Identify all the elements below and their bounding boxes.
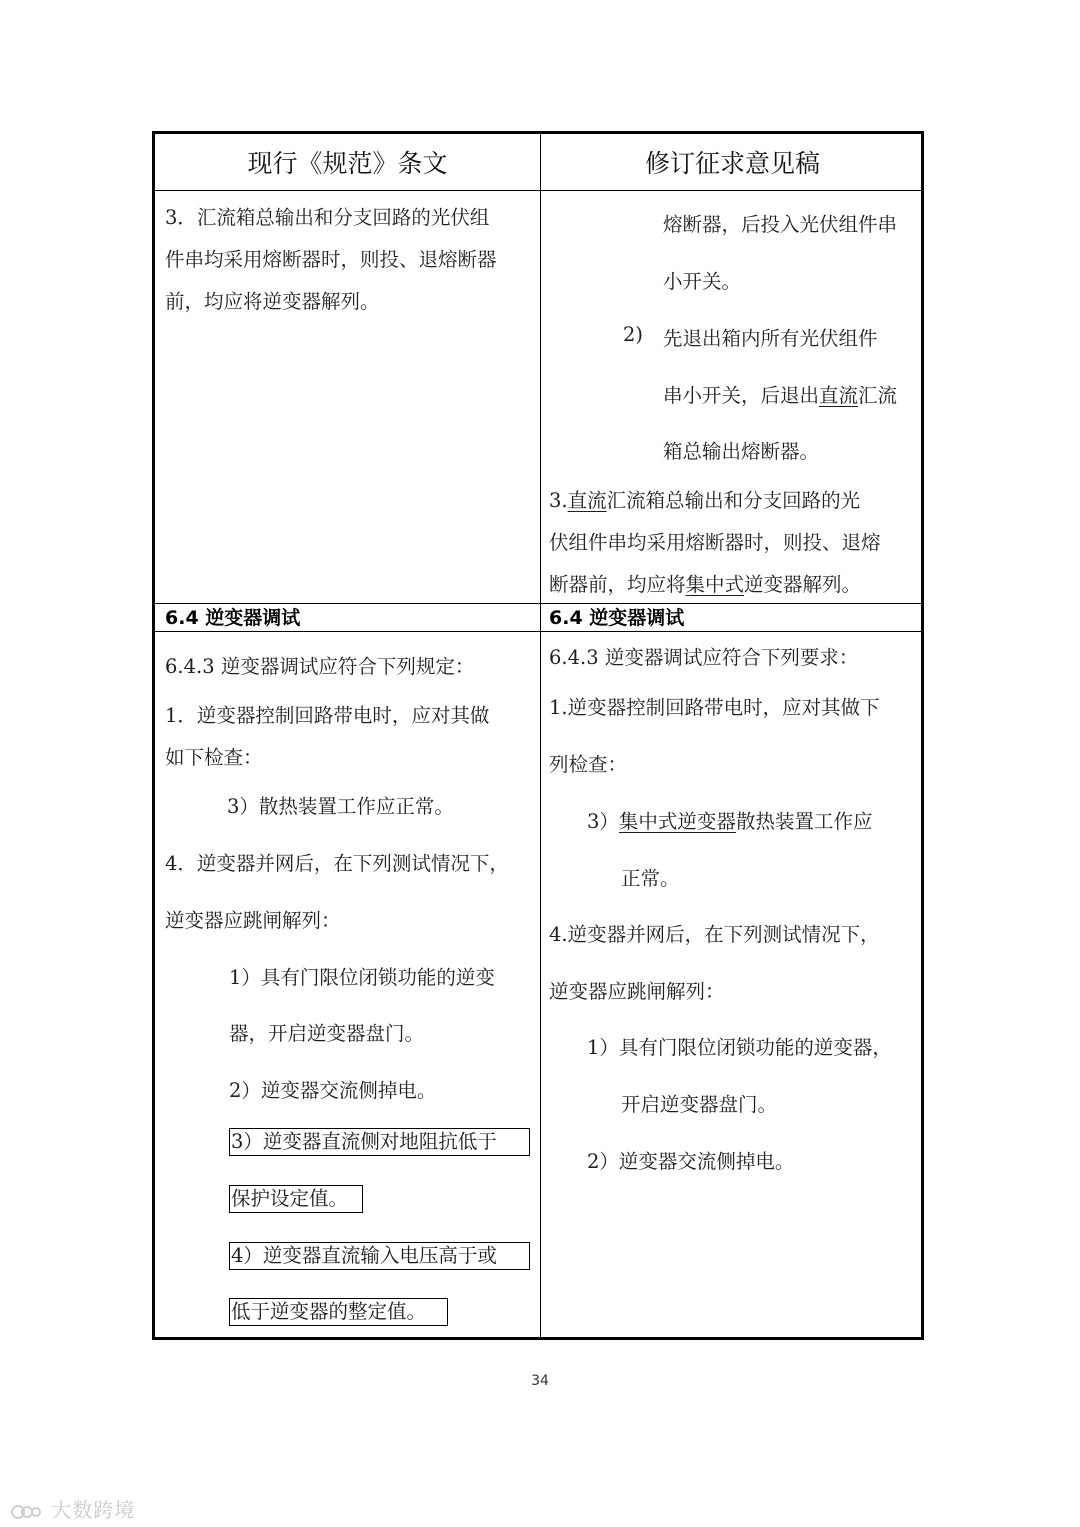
s2-left-clause: 6.4.3 逆变器调试应符合下列规定： xyxy=(165,655,475,678)
column-divider xyxy=(540,134,541,1337)
s2-right-item1-line1: 1）具有门限位闭锁功能的逆变器， xyxy=(587,1036,892,1059)
s1-left-line1: 3．汇流箱总输出和分支回路的光伏组 xyxy=(165,206,490,229)
s1-right-p3-line3: 断器前，均应将集中式逆变器解列。 xyxy=(549,573,862,596)
section-title-left: 6.4 逆变器调试 xyxy=(165,607,301,629)
comparison-table xyxy=(152,131,924,1340)
s2-left-item4-line1: 4）逆变器直流输入电压高于或 xyxy=(229,1242,530,1270)
s2-right-clause: 6.4.3 逆变器调试应符合下列要求： xyxy=(549,646,859,669)
s2-left-item4-line2: 低于逆变器的整定值。 xyxy=(229,1298,448,1326)
s1-right-item2-num: 2) xyxy=(623,323,644,346)
s2-left-p4-line1: 4．逆变器并网后，在下列测试情况下， xyxy=(165,852,509,875)
watermark-text: 大数跨境 xyxy=(51,1498,136,1522)
s2-left-p4-line2: 逆变器应跳闸解列： xyxy=(165,909,341,932)
page-number: 34 xyxy=(531,1373,549,1389)
s2-left-item3-line1: 3）逆变器直流侧对地阻抗低于 xyxy=(229,1128,530,1156)
watermark xyxy=(10,1494,135,1523)
s2-left-p1-line1: 1．逆变器控制回路带电时，应对其做 xyxy=(165,704,490,727)
s2-left-item3-line2: 保护设定值。 xyxy=(229,1185,363,1213)
s1-right-line1: 熔断器，后投入光伏组件串 xyxy=(663,213,898,236)
s2-right-p4-line2: 逆变器应跳闸解列： xyxy=(549,980,725,1003)
s2-right-p1-line1: 1.逆变器控制回路带电时，应对其做下 xyxy=(549,696,880,719)
underline-centralized-inverter: 集中式逆变器 xyxy=(618,810,736,833)
s1-right-item2-line2: 串小开关，后退出直流汇流 xyxy=(663,384,898,407)
underline-dc: 直流 xyxy=(819,384,859,407)
underline-dc: 直流 xyxy=(567,489,607,512)
s1-right-p3-line1: 3.直流汇流箱总输出和分支回路的光 xyxy=(549,489,861,512)
header-current-code: 现行《规范》条文 xyxy=(247,149,448,178)
s2-left-p1-line2: 如下检查： xyxy=(165,746,263,769)
header-revision-draft: 修订征求意见稿 xyxy=(644,149,820,178)
s1-left-line3: 前，均应将逆变器解列。 xyxy=(165,290,380,313)
s1-right-item2-line3: 箱总输出熔断器。 xyxy=(663,440,820,463)
s2-left-item1-line2: 器，开启逆变器盘门。 xyxy=(229,1022,425,1045)
s1-right-line2: 小开关。 xyxy=(663,270,742,293)
header-divider xyxy=(155,190,921,191)
s2-right-p4-line1: 4.逆变器并网后，在下列测试情况下， xyxy=(549,923,880,946)
s1-left-line2: 件串均采用熔断器时，则投、退熔断器 xyxy=(165,248,497,271)
s2-left-item1-line1: 1）具有门限位闭锁功能的逆变 xyxy=(229,966,495,989)
watermark-logo-icon xyxy=(10,1503,44,1521)
underline-centralized: 集中式 xyxy=(685,573,745,596)
s2-right-p1-line2: 列检查： xyxy=(549,753,628,776)
s2-right-item2: 2）逆变器交流侧掉电。 xyxy=(587,1150,795,1173)
s1-right-item2-line1: 先退出箱内所有光伏组件 xyxy=(663,327,878,350)
s2-right-item1-line2: 开启逆变器盘门。 xyxy=(621,1093,778,1116)
s1-right-p3-line2: 伏组件串均采用熔断器时，则投、退熔 xyxy=(549,531,881,554)
s2-left-item2: 2）逆变器交流侧掉电。 xyxy=(229,1079,437,1102)
s2-right-p1-item3: 3）集中式逆变器散热装置工作应 xyxy=(587,810,873,833)
s2-left-p1-item3: 3）散热装置工作应正常。 xyxy=(227,795,454,818)
s2-right-p1-item3-line2: 正常。 xyxy=(621,867,680,890)
section-title-right: 6.4 逆变器调试 xyxy=(549,607,685,629)
